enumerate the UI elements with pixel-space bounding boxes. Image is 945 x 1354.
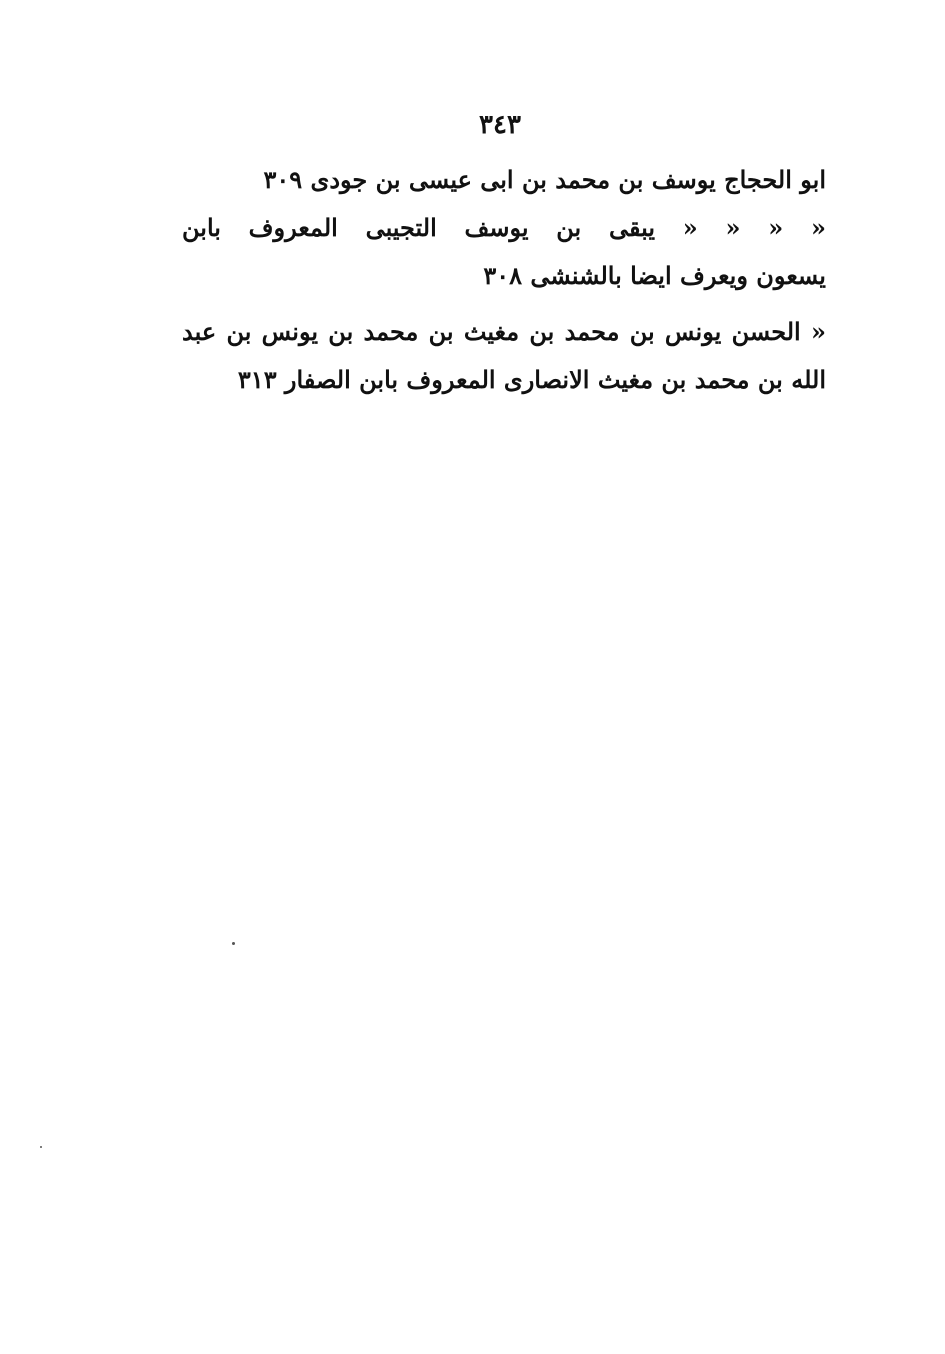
entry-2-line-2: یسعون ویعرف ایضا بالشنشی ٣٠٨	[483, 261, 826, 290]
entry-3-line-1: « الحسن یونس بن محمد بن مغیث بن محمد بن یونس بن عبد	[182, 317, 826, 346]
entry-3-line-2: الله بن محمد بن مغیث الانصاری المعروف بابن الصفار ٣١٣	[237, 365, 826, 394]
entry-2-line-1: « « « « یبقی بن یوسف التجیبی المعروف بابن	[182, 213, 826, 242]
speck-mark	[232, 942, 235, 945]
entry-1-line-1: ابو الحجاج يوسف بن محمد بن ابی عیسی بن جودی ٣٠٩	[263, 165, 826, 194]
speck-mark	[40, 1146, 42, 1148]
index-entries	[182, 156, 826, 404]
page-number: ٣٤٣	[479, 110, 521, 140]
